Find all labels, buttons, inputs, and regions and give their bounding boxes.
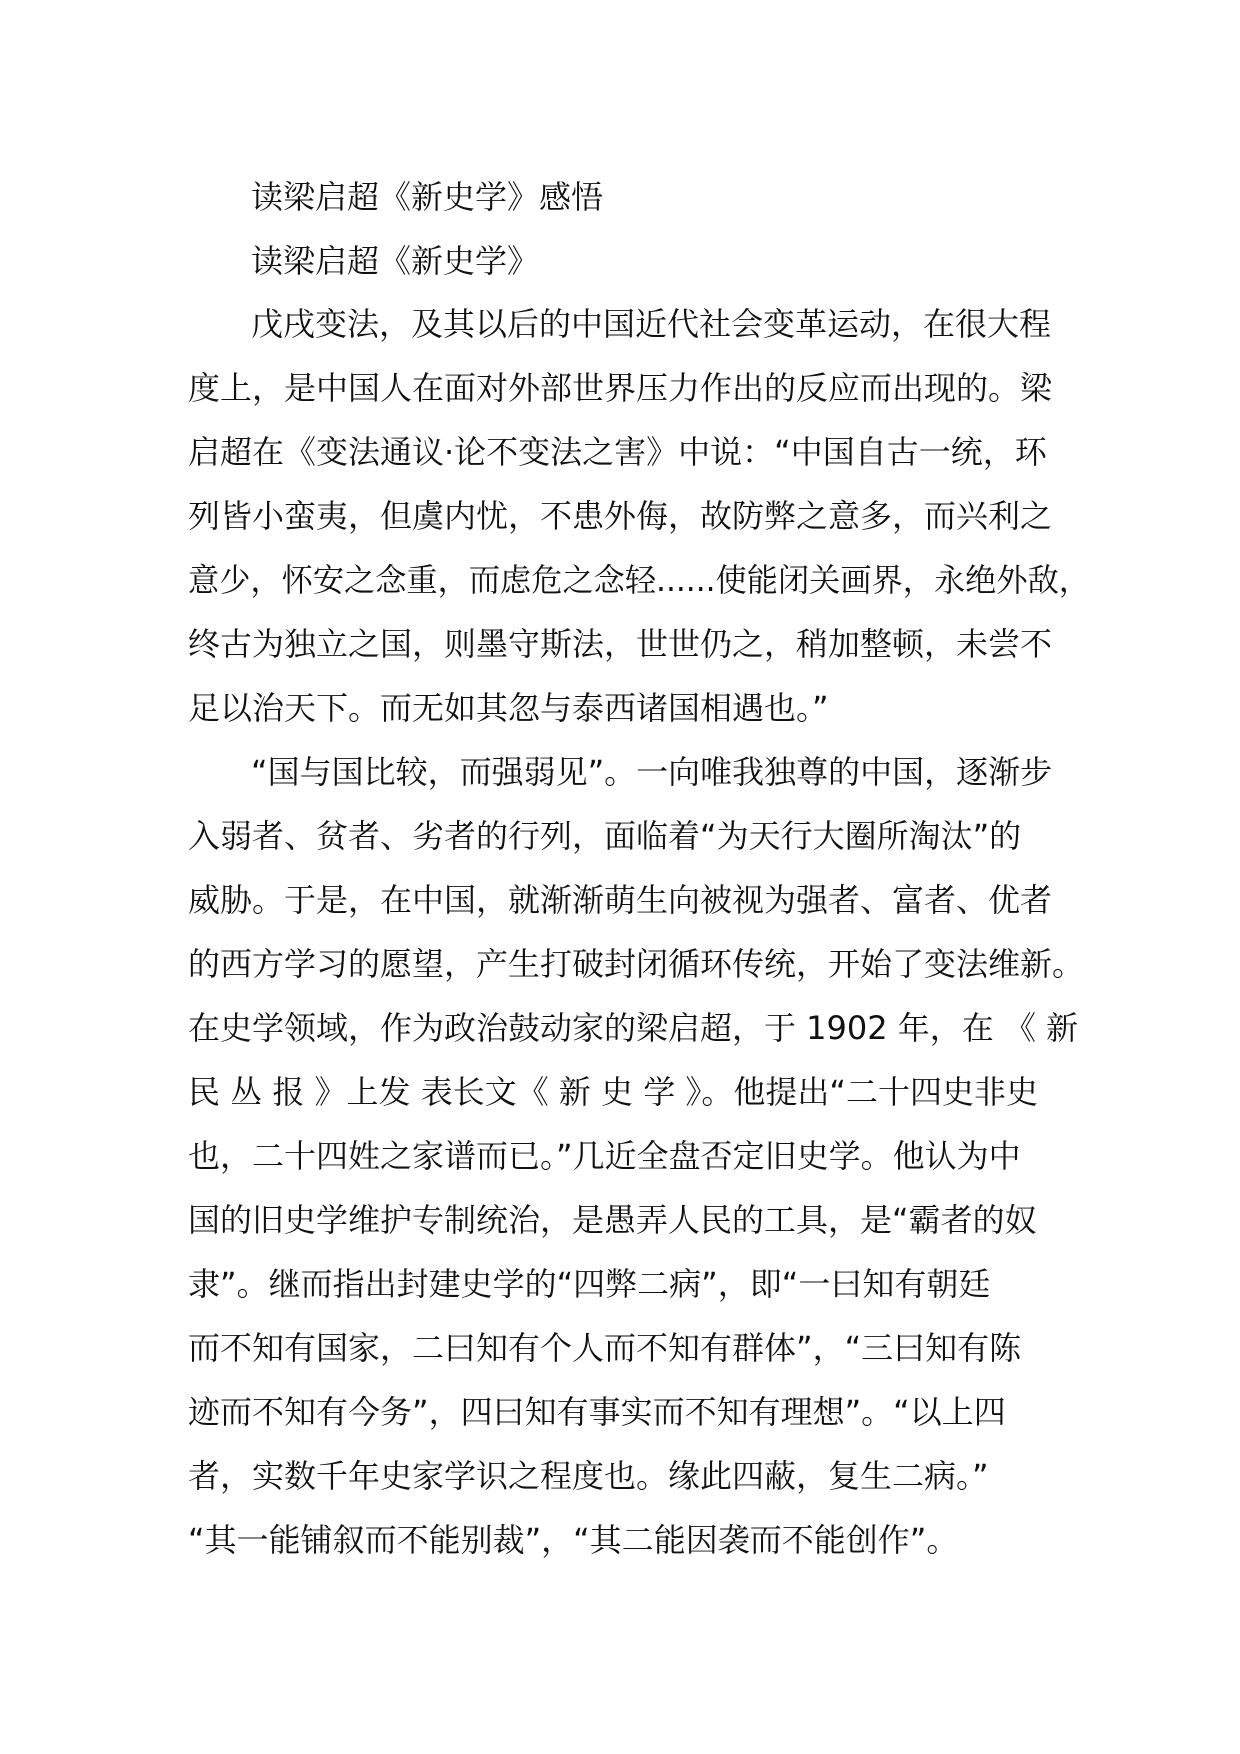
paragraph-1-line-2: 度上，是中国人在面对外部世界压力作出的反应而出现的。梁 [188, 369, 1053, 407]
paragraph-2-line-9: 隶”。继而指出封建史学的“四弊二病”，即“一曰知有朝廷 [188, 1265, 991, 1303]
paragraph-2-line-8: 国的旧史学维护专制统治，是愚弄人民的工具，是“霸者的奴 [188, 1201, 1037, 1239]
paragraph-2-line-7: 也，二十四姓之家谱而已。”几近全盘否定旧史学。他认为中 [188, 1137, 1021, 1175]
paragraph-2-line-11: 迹而不知有今务”，四曰知有事实而不知有理想”。“以上四 [188, 1393, 1006, 1431]
paragraph-2-line-10: 而不知有国家，二曰知有个人而不知有群体”，“三曰知有陈 [188, 1329, 1022, 1367]
paragraph-2-line-1: “国与国比较，而强弱见”。一向唯我独尊的中国，逐渐步 [251, 753, 1053, 791]
paragraph-2-line-13: “其一能铺叙而不能别裁”，“其二能因袭而不能创作”。 [188, 1521, 959, 1559]
paragraph-1-line-6: 终古为独立之国，则墨守斯法，世世仍之，稍加整顿，未尝不 [188, 625, 1053, 663]
paragraph-2-line-3: 威胁。于是，在中国，就渐渐萌生向被视为强者、富者、优者 [188, 881, 1053, 919]
paragraph-2-line-12: 者，实数千年史家学识之程度也。缘此四蔽，复生二病。” [188, 1457, 989, 1495]
paragraph-2-line-4: 的西方学习的愿望，产生打破封闭循环传统，开始了变法维新。 [188, 945, 1085, 983]
paragraph-1-line-7: 足以治天下。而无如其忽与泰西诸国相遇也。” [188, 689, 829, 727]
paragraph-1-line-4: 列皆小蛮夷，但虞内忧，不患外侮，故防弊之意多，而兴利之 [188, 497, 1053, 535]
paragraph-1-line-1: 戊戌变法，及其以后的中国近代社会变革运动，在很大程 [251, 305, 1052, 343]
document-subtitle: 读梁启超《新史学》 [251, 242, 540, 280]
document-title: 读梁启超《新史学》感悟 [251, 178, 604, 216]
paragraph-1-line-5: 意少，怀安之念重，而虑危之念轻......使能闭关画界，永绝外敌， [188, 561, 1091, 599]
paragraph-2-line-5: 在史学领域，作为政治鼓动家的梁启超，于 1902 年，在 《 新 [188, 1009, 1079, 1047]
paragraph-2-line-2: 入弱者、贫者、劣者的行列，面临着“为天行大圈所淘汰”的 [188, 817, 1022, 855]
paragraph-2-line-6: 民 丛 报 》上发 表长文《 新 史 学 》。他提出“二十四史非史 [188, 1073, 1038, 1111]
paragraph-1-line-3: 启超在《变法通议·论不变法之害》中说：“中国自古一统，环 [188, 433, 1047, 471]
